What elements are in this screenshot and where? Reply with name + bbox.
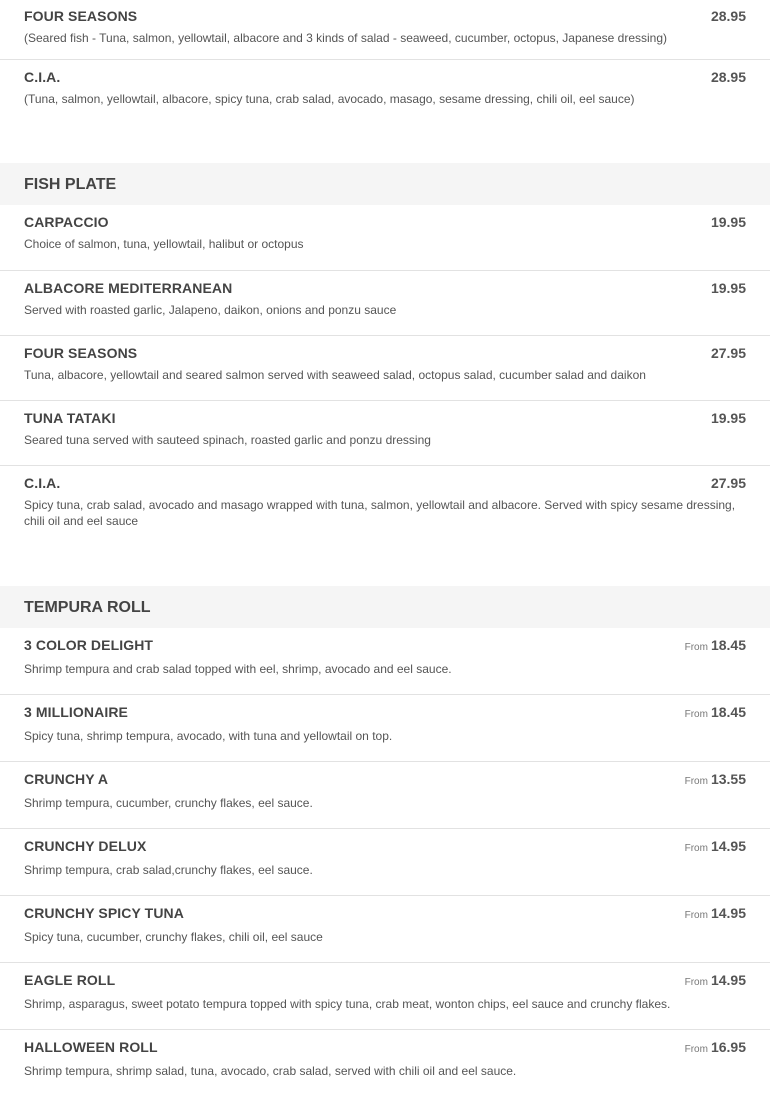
price-value: 14.95 — [710, 838, 746, 854]
item-description: Shrimp tempura, shrimp salad, tuna, avocado, crab salad, served with chili oil and eel sauce. — [24, 1064, 517, 1078]
item-name: CRUNCHY DELUX — [24, 838, 147, 854]
item-price: 27.95 — [710, 345, 746, 361]
item-name: FOUR SEASONS — [24, 8, 138, 24]
item-name: ALBACORE MEDITERRANEAN — [24, 280, 233, 296]
menu-item-four-seasons-roll[interactable] — [0, 0, 770, 60]
price-value: 13.55 — [710, 771, 746, 787]
from-label: From — [684, 776, 708, 787]
price-value: 16.95 — [710, 1039, 746, 1055]
item-description: Choice of salmon, tuna, yellowtail, halibut or octopus — [24, 237, 304, 251]
item-description: Spicy tuna, shrimp tempura, avocado, with tuna and yellowtail on top. — [24, 729, 393, 743]
menu-item-cia-plate[interactable] — [0, 466, 770, 554]
price-value: 14.95 — [710, 972, 746, 988]
item-price: 19.95 — [710, 410, 746, 426]
item-name: CARPACCIO — [24, 214, 109, 230]
item-price: 19.95 — [710, 214, 746, 230]
price-value: 18.45 — [710, 637, 746, 653]
item-price — [685, 905, 746, 921]
item-description: Shrimp tempura, cucumber, crunchy flakes, eel sauce. — [24, 796, 313, 810]
item-name: FOUR SEASONS — [24, 345, 138, 361]
price-value: 18.45 — [710, 704, 746, 720]
item-price — [685, 1039, 746, 1055]
item-description: Spicy tuna, cucumber, crunchy flakes, chili oil, eel sauce — [24, 930, 323, 944]
item-description: Shrimp tempura, crab salad,crunchy flakes, eel sauce. — [24, 863, 313, 877]
menu-item-crunchy-delux[interactable] — [0, 829, 770, 896]
price-value: 14.95 — [710, 905, 746, 921]
menu-item-cia-roll[interactable] — [0, 60, 770, 133]
menu-item-halloween-roll[interactable] — [0, 1030, 770, 1094]
item-name: C.I.A. — [24, 475, 61, 491]
menu-item-crunchy-spicy-tuna[interactable] — [0, 896, 770, 963]
menu-item-albacore-mediterranean[interactable] — [0, 271, 770, 336]
item-name: 3 COLOR DELIGHT — [24, 637, 154, 653]
item-description: Spicy tuna, crab salad, avocado and masago wrapped with tuna, salmon, yellowtail and albacore. Served with spicy sesame dressing, chili oil and eel sauce — [24, 498, 736, 528]
item-description: (Tuna, salmon, yellowtail, albacore, spicy tuna, crab salad, avocado, masago, sesame dressing, chili oil, eel sauce) — [24, 92, 635, 106]
from-label: From — [684, 910, 708, 921]
menu-item-3-color-delight[interactable] — [0, 628, 770, 695]
section-gap — [0, 133, 770, 163]
item-price — [685, 771, 746, 787]
item-description: (Seared fish - Tuna, salmon, yellowtail, albacore and 3 kinds of salad - seaweed, cucumber, octopus, Japanese dressing) — [24, 31, 668, 45]
from-label: From — [684, 709, 708, 720]
menu-item-carpaccio[interactable] — [0, 205, 770, 271]
item-description: Served with roasted garlic, Jalapeno, daikon, onions and ponzu sauce — [24, 303, 397, 317]
item-price — [685, 972, 746, 988]
item-name: CRUNCHY SPICY TUNA — [24, 905, 184, 921]
item-description: Tuna, albacore, yellowtail and seared salmon served with seaweed salad, octopus salad, cucumber salad and daikon — [24, 368, 646, 382]
menu-item-3-millionaire[interactable] — [0, 695, 770, 762]
section-header-tempura-roll: TEMPURA ROLL — [0, 586, 770, 628]
from-label: From — [684, 1044, 708, 1055]
item-name: TUNA TATAKI — [24, 410, 116, 426]
item-price: 28.95 — [710, 69, 746, 85]
from-label: From — [684, 642, 708, 653]
section-header-fish-plate: FISH PLATE — [0, 163, 770, 205]
item-name: 3 MILLIONAIRE — [24, 704, 128, 720]
item-price: 27.95 — [710, 475, 746, 491]
from-label: From — [684, 843, 708, 854]
item-description: Shrimp, asparagus, sweet potato tempura topped with spicy tuna, crab meat, wonton chips, eel sauce and crunchy flakes. — [24, 997, 671, 1011]
section-gap — [0, 554, 770, 586]
item-price: 28.95 — [710, 8, 746, 24]
item-price — [685, 838, 746, 854]
item-name: CRUNCHY A — [24, 771, 109, 787]
item-price — [685, 704, 746, 720]
item-name: HALLOWEEN ROLL — [24, 1039, 158, 1055]
item-price: 19.95 — [710, 280, 746, 296]
from-label: From — [684, 977, 708, 988]
item-description: Shrimp tempura and crab salad topped with eel, shrimp, avocado and eel sauce. — [24, 662, 452, 676]
item-name: EAGLE ROLL — [24, 972, 116, 988]
menu-item-tuna-tataki[interactable] — [0, 401, 770, 466]
item-price — [685, 637, 746, 653]
item-name: C.I.A. — [24, 69, 61, 85]
menu-item-four-seasons-plate[interactable] — [0, 336, 770, 401]
menu-item-eagle-roll[interactable] — [0, 963, 770, 1030]
menu-item-crunchy-a[interactable] — [0, 762, 770, 829]
item-description: Seared tuna served with sauteed spinach, roasted garlic and ponzu dressing — [24, 433, 431, 447]
